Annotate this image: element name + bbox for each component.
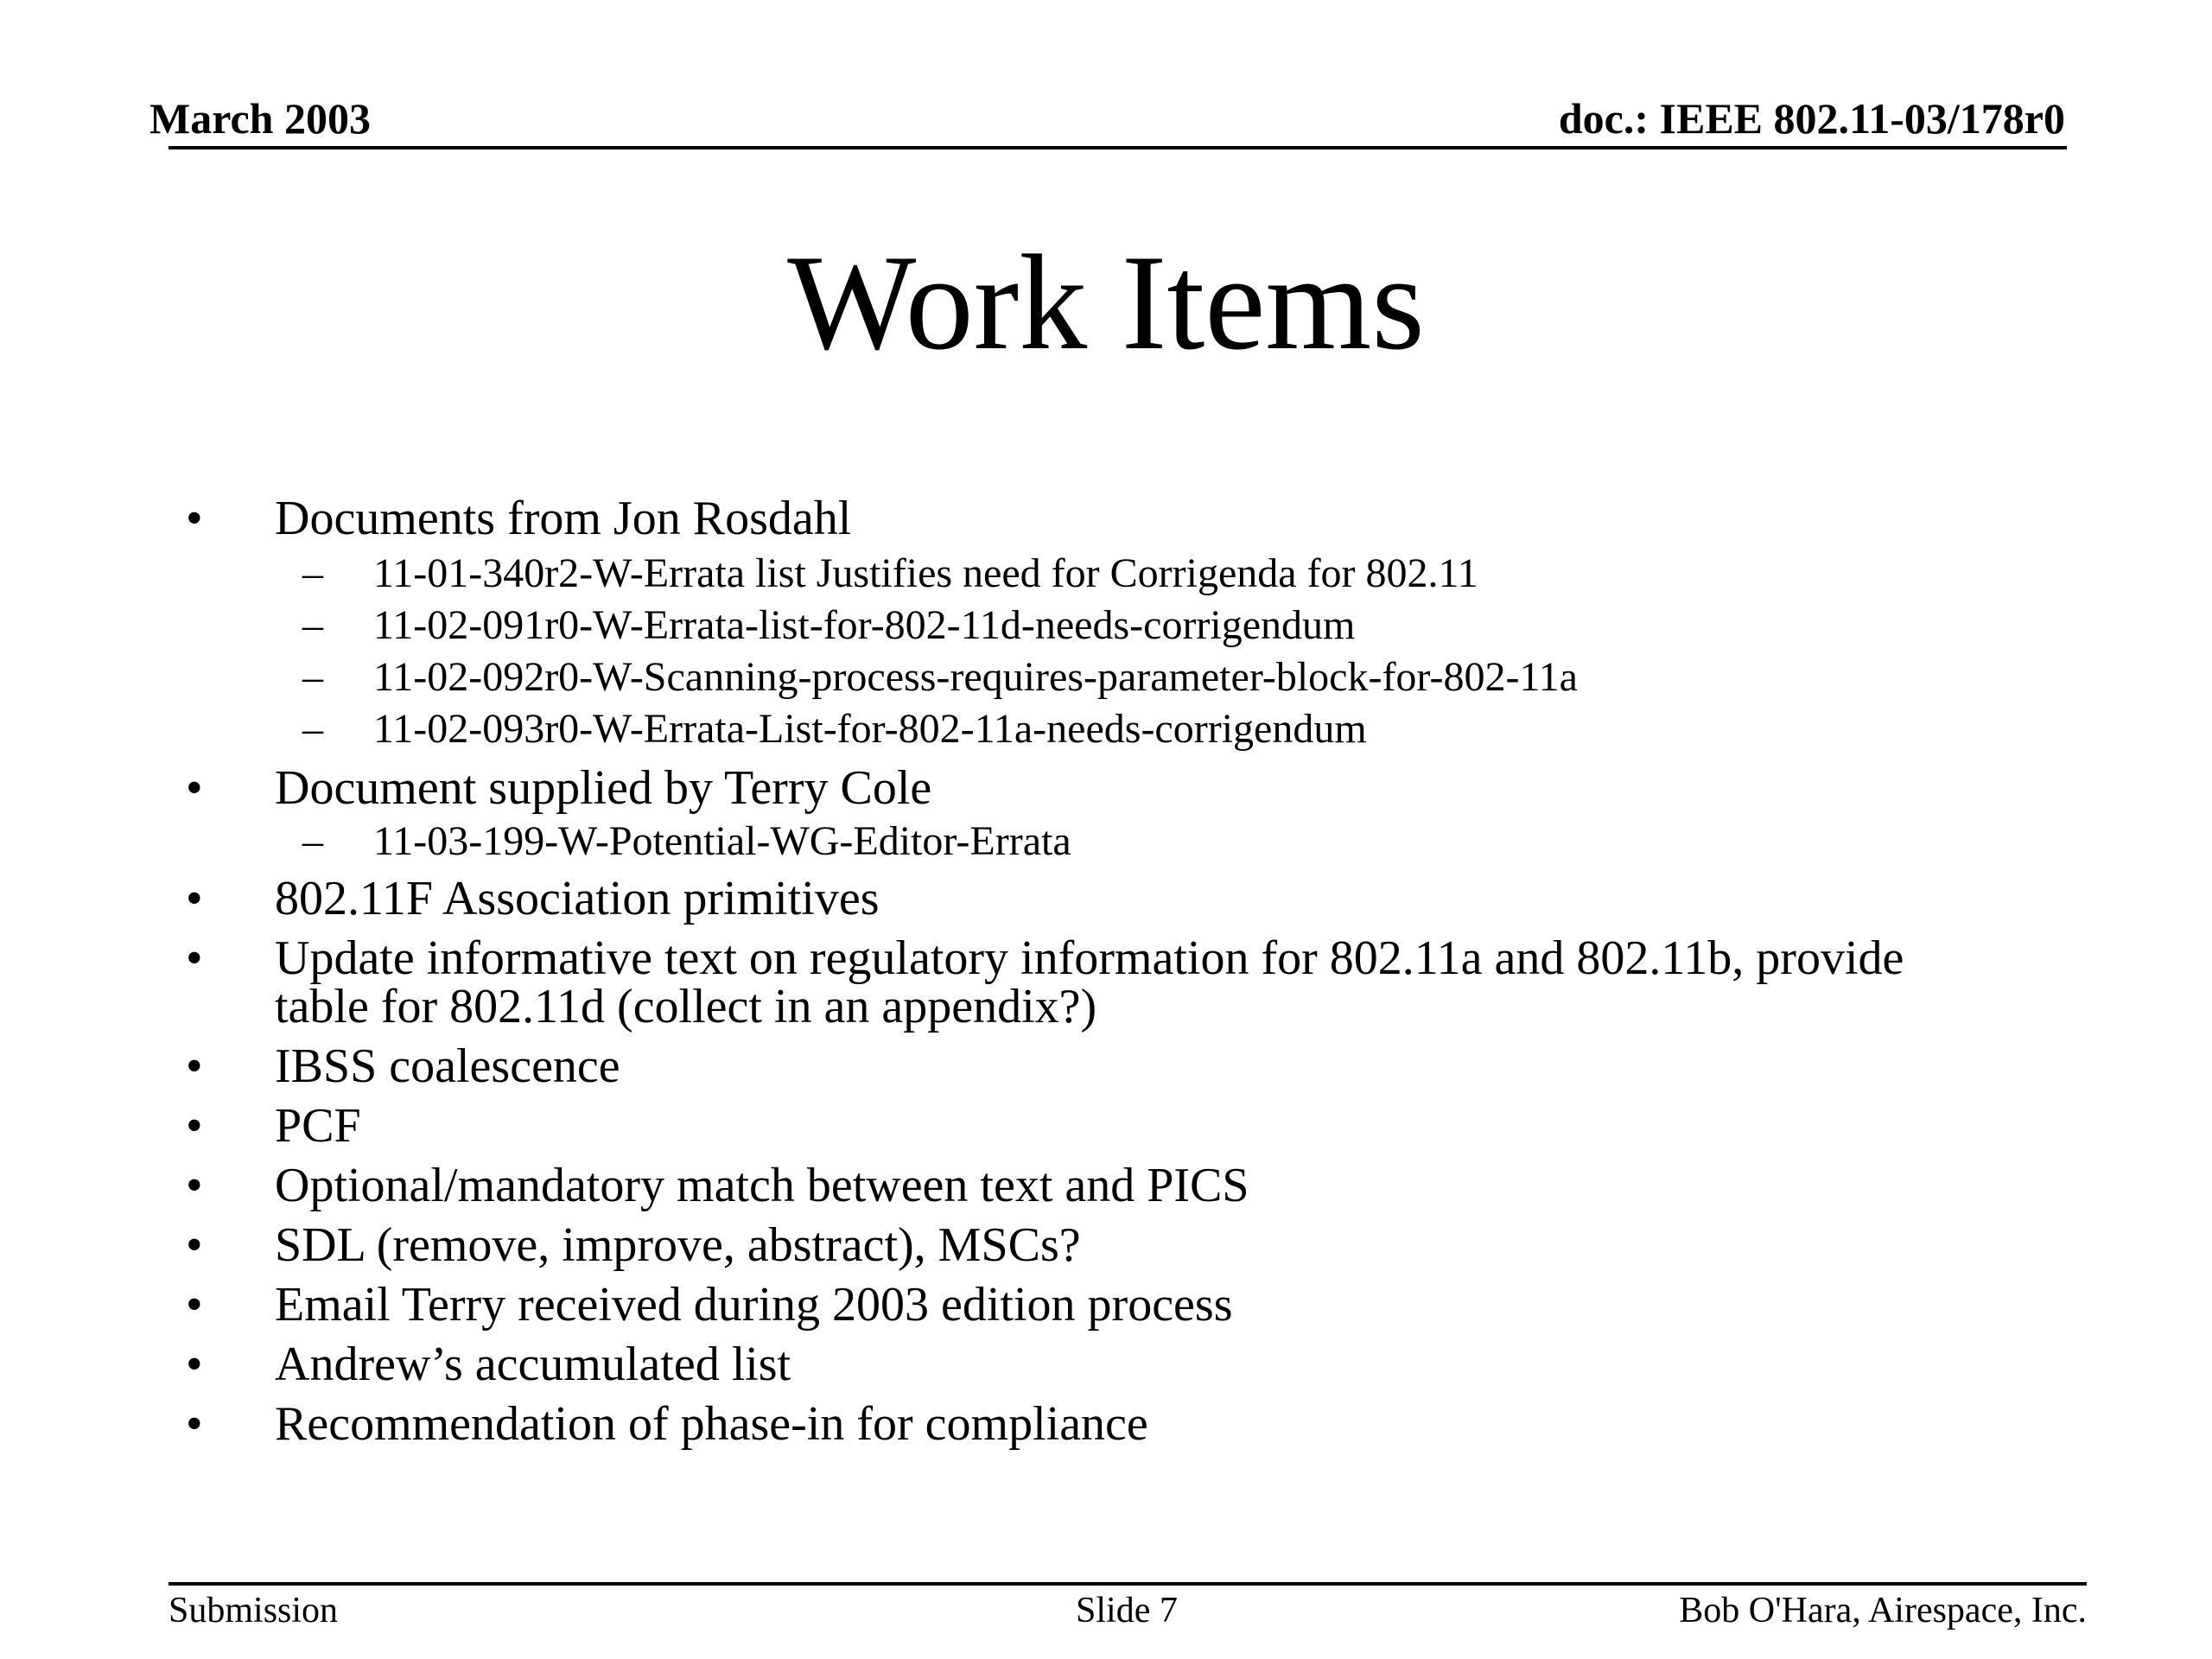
bullet-symbol: • bbox=[186, 1397, 203, 1451]
sub-bullet-text: 11-01-340r2-W-Errata list Justifies need for Corrigenda for 802.11 bbox=[373, 550, 1478, 596]
header-date: March 2003 bbox=[149, 94, 371, 143]
footer-submission: Submission bbox=[168, 1591, 339, 1630]
sub-bullet-text: 11-02-091r0-W-Errata-list-for-802-11d-needs-corrigendum bbox=[373, 602, 1356, 648]
footer-divider bbox=[168, 1582, 2087, 1586]
bullet-text-continuation: table for 802.11d (collect in an appendix?) bbox=[275, 980, 1097, 1033]
bullet-text: Update informative text on regulatory information for 802.11a and 802.11b, provide bbox=[275, 931, 1904, 985]
bullet-text: Email Terry received during 2003 edition process bbox=[275, 1278, 1233, 1332]
bullet-symbol: • bbox=[186, 1278, 203, 1332]
bullet-text: IBSS coalescence bbox=[275, 1039, 620, 1093]
bullet-text: Document supplied by Terry Cole bbox=[275, 761, 932, 815]
bullet-text: Andrew’s accumulated list bbox=[275, 1338, 791, 1391]
bullet-text: Optional/mandatory match between text and PICS bbox=[275, 1159, 1249, 1212]
dash-symbol: – bbox=[302, 818, 323, 864]
bullet-text: Recommendation of phase-in for compliance bbox=[275, 1397, 1148, 1451]
bullet-text: 802.11F Association primitives bbox=[275, 872, 880, 925]
header-doc-id: doc.: IEEE 802.11-03/178r0 bbox=[1558, 94, 2065, 143]
bullet-symbol: • bbox=[186, 761, 203, 815]
dash-symbol: – bbox=[302, 550, 323, 596]
bullet-symbol: • bbox=[186, 1159, 203, 1212]
bullet-text: SDL (remove, improve, abstract), MSCs? bbox=[275, 1218, 1081, 1272]
bullet-symbol: • bbox=[186, 1218, 203, 1272]
bullet-symbol: • bbox=[186, 872, 203, 925]
bullet-symbol: • bbox=[186, 1099, 203, 1153]
dash-symbol: – bbox=[302, 706, 323, 752]
sub-bullet-text: 11-02-092r0-W-Scanning-process-requires-parameter-block-for-802-11a bbox=[373, 654, 1578, 700]
bullet-symbol: • bbox=[186, 1039, 203, 1093]
slide-title: Work Items bbox=[787, 227, 1425, 378]
bullet-text: PCF bbox=[275, 1099, 361, 1153]
dash-symbol: – bbox=[302, 602, 323, 648]
bullet-symbol: • bbox=[186, 931, 203, 985]
sub-bullet-text: 11-03-199-W-Potential-WG-Editor-Errata bbox=[373, 818, 1071, 864]
bullet-symbol: • bbox=[186, 1338, 203, 1391]
footer-author: Bob O'Hara, Airespace, Inc. bbox=[1679, 1591, 2087, 1630]
footer-slide-number: Slide 7 bbox=[1076, 1591, 1178, 1630]
sub-bullet-text: 11-02-093r0-W-Errata-List-for-802-11a-needs-corrigendum bbox=[373, 706, 1367, 752]
dash-symbol: – bbox=[302, 654, 323, 700]
bullet-symbol: • bbox=[186, 492, 203, 545]
bullet-text: Documents from Jon Rosdahl bbox=[275, 492, 852, 545]
